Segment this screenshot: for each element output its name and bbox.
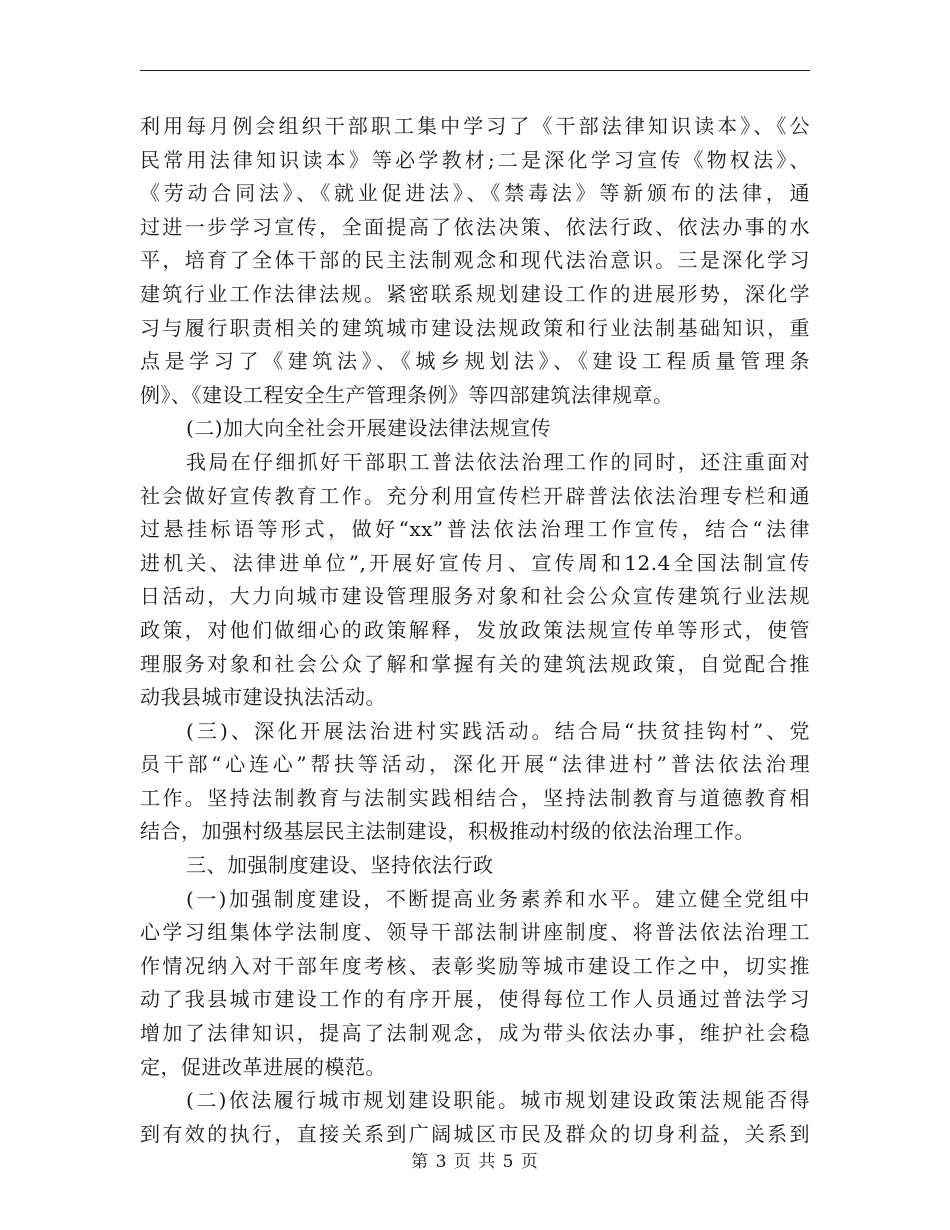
paragraph-line: 利用每月例会组织干部职工集中学习了《干部法律知识读本》、《公 xyxy=(140,114,810,138)
paragraph-line: (一)加强制度建设，不断提高业务素养和水平。建立健全党组中 xyxy=(186,886,810,911)
header-rule xyxy=(140,70,810,71)
paragraph-line: 平，培育了全体干部的民主法制观念和现代法治意识。三是深化学习 xyxy=(140,248,810,273)
paragraph-line: 工作。坚持法制教育与法制实践相结合，坚持法制教育与道德教育相 xyxy=(140,785,810,810)
paragraph-line: 过悬挂标语等形式，做好“xx”普法依法治理工作宣传，结合“法律 xyxy=(140,517,810,542)
paragraph-line: 《劳动合同法》、《就业促进法》、《禁毒法》等新颁布的法律，通 xyxy=(140,181,810,206)
paragraph-line: 员干部“心连心”帮扶等活动，深化开展“法律进村”普法依法治理 xyxy=(140,752,810,777)
paragraph-line: 增加了法律知识，提高了法制观念，成为带头依法办事，维护社会稳 xyxy=(140,1021,810,1046)
paragraph-line: 定，促进改革进展的模范。 xyxy=(140,1054,386,1079)
page-number-footer: 第 3 页 共 5 页 xyxy=(411,1152,539,1172)
paragraph-line: 作情况纳入对干部年度考核、表彰奖励等城市建设工作之中，切实推 xyxy=(140,953,810,978)
paragraph-line: 过进一步学习宣传，全面提高了依法决策、依法行政、依法办事的水 xyxy=(140,214,810,239)
paragraph-line: 例》、《建设工程安全生产管理条例》等四部建筑法律规章。 xyxy=(140,382,674,407)
paragraph-line: (三)、深化开展法治进村实践活动。结合局“扶贫挂钩村”、党 xyxy=(186,718,810,743)
paragraph-line: (二)依法履行城市规划建设职能。城市规划建设政策法规能否得 xyxy=(186,1088,810,1113)
paragraph-line: 结合，加强村级基层民主法制建设，积极推动村级的依法治理工作。 xyxy=(140,819,755,844)
section-heading: (二)加大向全社会开展建设法律法规宣传 xyxy=(186,416,552,441)
paragraph-line: 政策，对他们做细心的政策解释，发放政策法规宣传单等形式，使管 xyxy=(140,617,810,642)
paragraph-line: 社会做好宣传教育工作。充分利用宣传栏开辟普法依法治理专栏和通 xyxy=(140,483,810,508)
paragraph-line: 习与履行职责相关的建筑城市建设法规政策和行业法制基础知识，重 xyxy=(140,315,810,340)
paragraph-line: 建筑行业工作法律法规。紧密联系规划建设工作的进展形势，深化学 xyxy=(140,281,810,306)
document-body xyxy=(140,110,810,1151)
paragraph-line: 动了我县城市建设工作的有序开展，使得每位工作人员通过普法学习 xyxy=(140,987,810,1012)
paragraph-line: 我局在仔细抓好干部职工普法依法治理工作的同时，还注重面对 xyxy=(186,449,810,474)
paragraph-line: 日活动，大力向城市建设管理服务对象和社会公众宣传建筑行业法规 xyxy=(140,584,810,609)
section-heading: 三、加强制度建设、坚持依法行政 xyxy=(186,853,494,878)
paragraph-line: 民常用法律知识读本》等必学教材;二是深化学习宣传《物权法》、 xyxy=(140,147,810,172)
paragraph-line: 进机关、法律进单位”,开展好宣传月、宣传周和12.4全国法制宣传 xyxy=(140,550,810,575)
paragraph-line: 心学习组集体学法制度、领导干部法制讲座制度、将普法依法治理工 xyxy=(140,920,810,945)
paragraph-line: 到有效的执行，直接关系到广阔城区市民及群众的切身利益，关系到 xyxy=(140,1121,810,1146)
paragraph-line: 理服务对象和社会公众了解和掌握有关的建筑法规政策，自觉配合推 xyxy=(140,651,810,676)
paragraph-line: 点是学习了《建筑法》、《城乡规划法》、《建设工程质量管理条 xyxy=(140,349,810,374)
paragraph-line: 动我县城市建设执法活动。 xyxy=(140,685,386,710)
